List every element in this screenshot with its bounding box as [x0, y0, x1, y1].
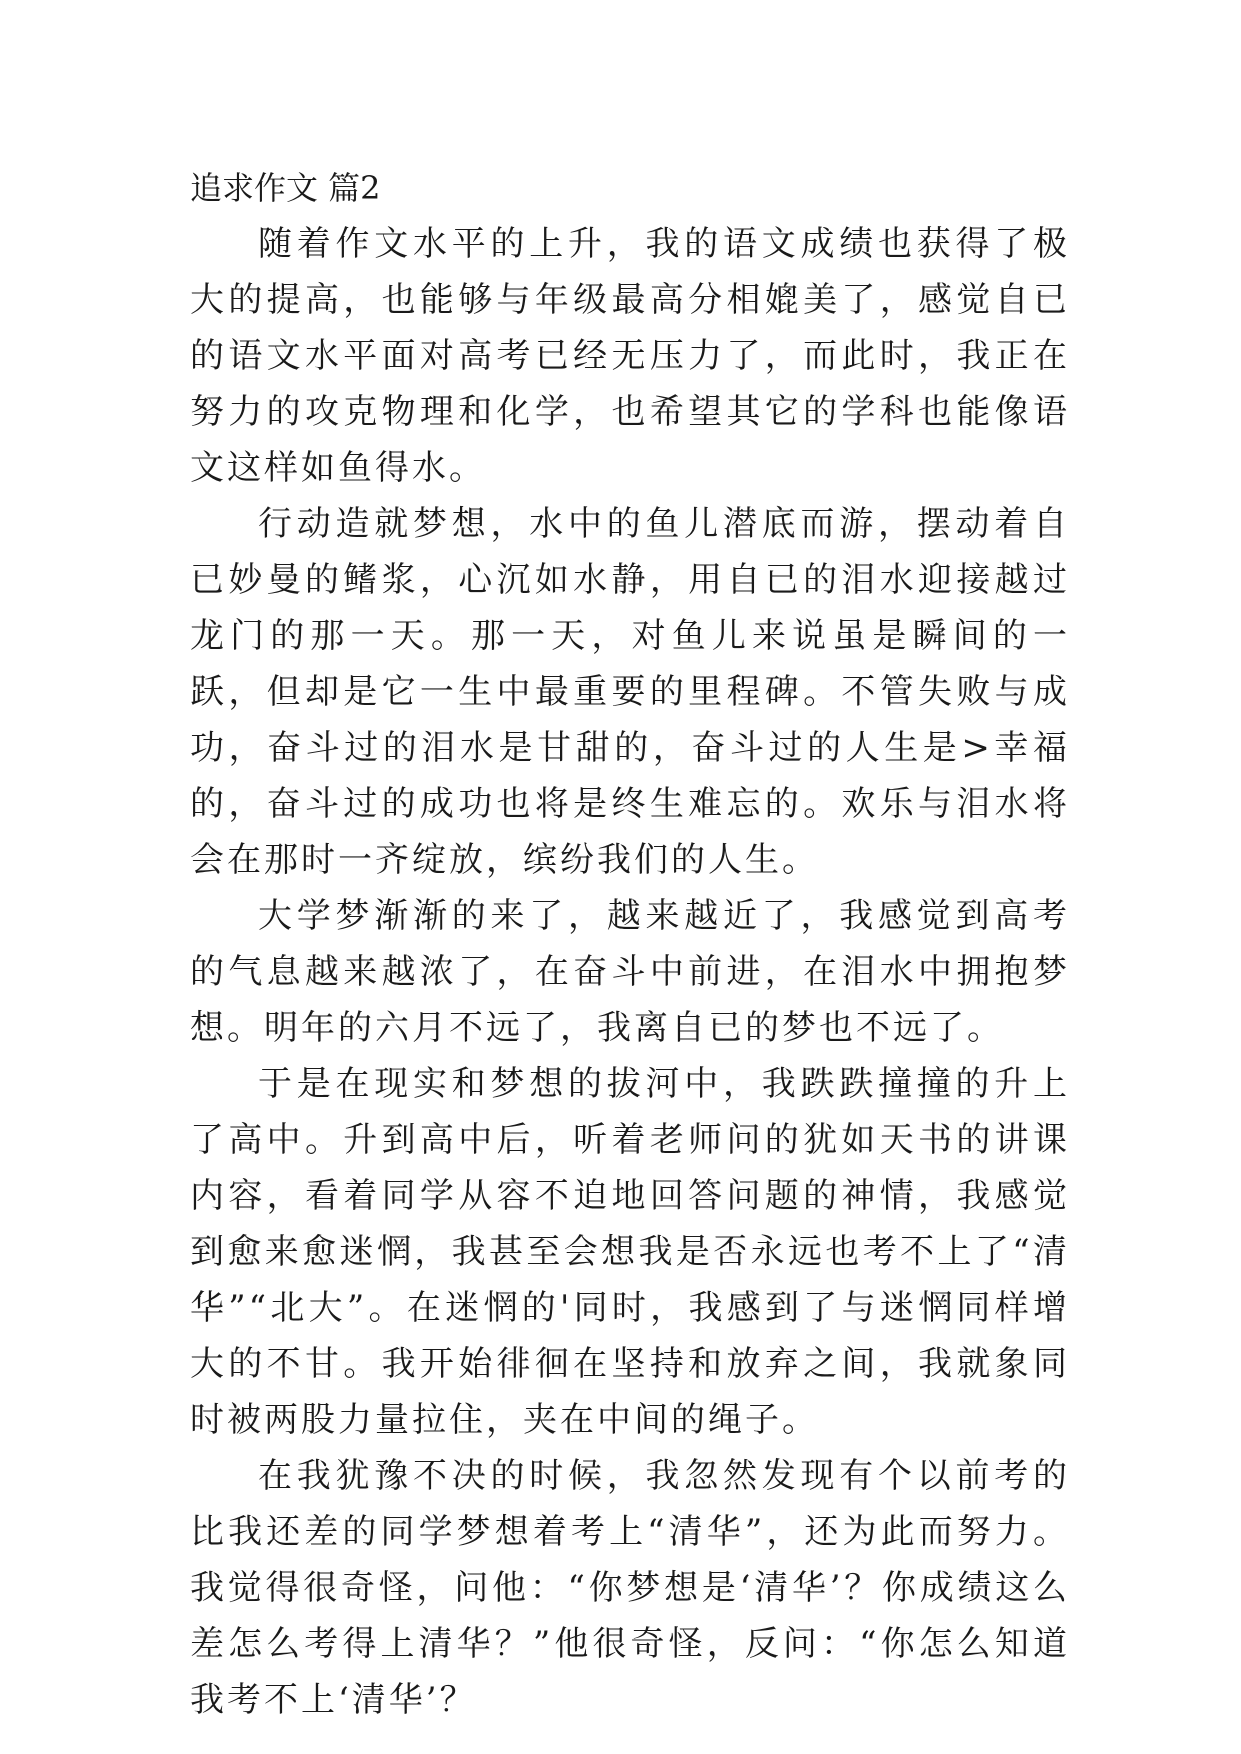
document-body: [190, 160, 1070, 1728]
paragraph: 行动造就梦想，水中的鱼儿潜底而游，摆动着自已妙曼的鳍浆，心沉如水静，用自已的泪水迎接越过龙门的那一天。那一天，对鱼儿来说虽是瞬间的一跃，但却是它一生中最重要的里程碑。不管失败与成功，奋斗过的泪水是甘甜的，奋斗过的人生是>幸福的，奋斗过的成功也将是终生难忘的。欢乐与泪水将会在那时一齐绽放，缤纷我们的人生。: [190, 504, 1070, 880]
paragraph: 随着作文水平的上升，我的语文成绩也获得了极大的提高，也能够与年级最高分相媲美了，感觉自已的语文水平面对高考已经无压力了，而此时，我正在努力的攻克物理和化学，也希望其它的学科也能像语文这样如鱼得水。: [190, 224, 1070, 488]
paragraph: 大学梦渐渐的来了，越来越近了，我感觉到高考的气息越来越浓了，在奋斗中前进，在泪水中拥抱梦想。明年的六月不远了，我离自已的梦也不远了。: [190, 896, 1070, 1048]
paragraph: 在我犹豫不决的时候，我忽然发现有个以前考的比我还差的同学梦想着考上“清华”，还为此而努力。我觉得很奇怪，问他：“你梦想是‘清华’？你成绩这么差怎么考得上清华？”他很奇怪，反问：“你怎么知道我考不上‘清华’？: [190, 1456, 1070, 1720]
document-title: 追求作文 篇2: [190, 169, 381, 207]
paragraph: 于是在现实和梦想的拔河中，我跌跌撞撞的升上了高中。升到高中后，听着老师问的犹如天书的讲课内容，看着同学从容不迫地回答问题的神情，我感觉到愈来愈迷惘，我甚至会想我是否永远也考不上了“清华”“北大”。在迷惘的'同时，我感到了与迷惘同样增大的不甘。我开始徘徊在坚持和放弃之间，我就象同时被两股力量拉住，夹在中间的绳子。: [190, 1064, 1070, 1440]
